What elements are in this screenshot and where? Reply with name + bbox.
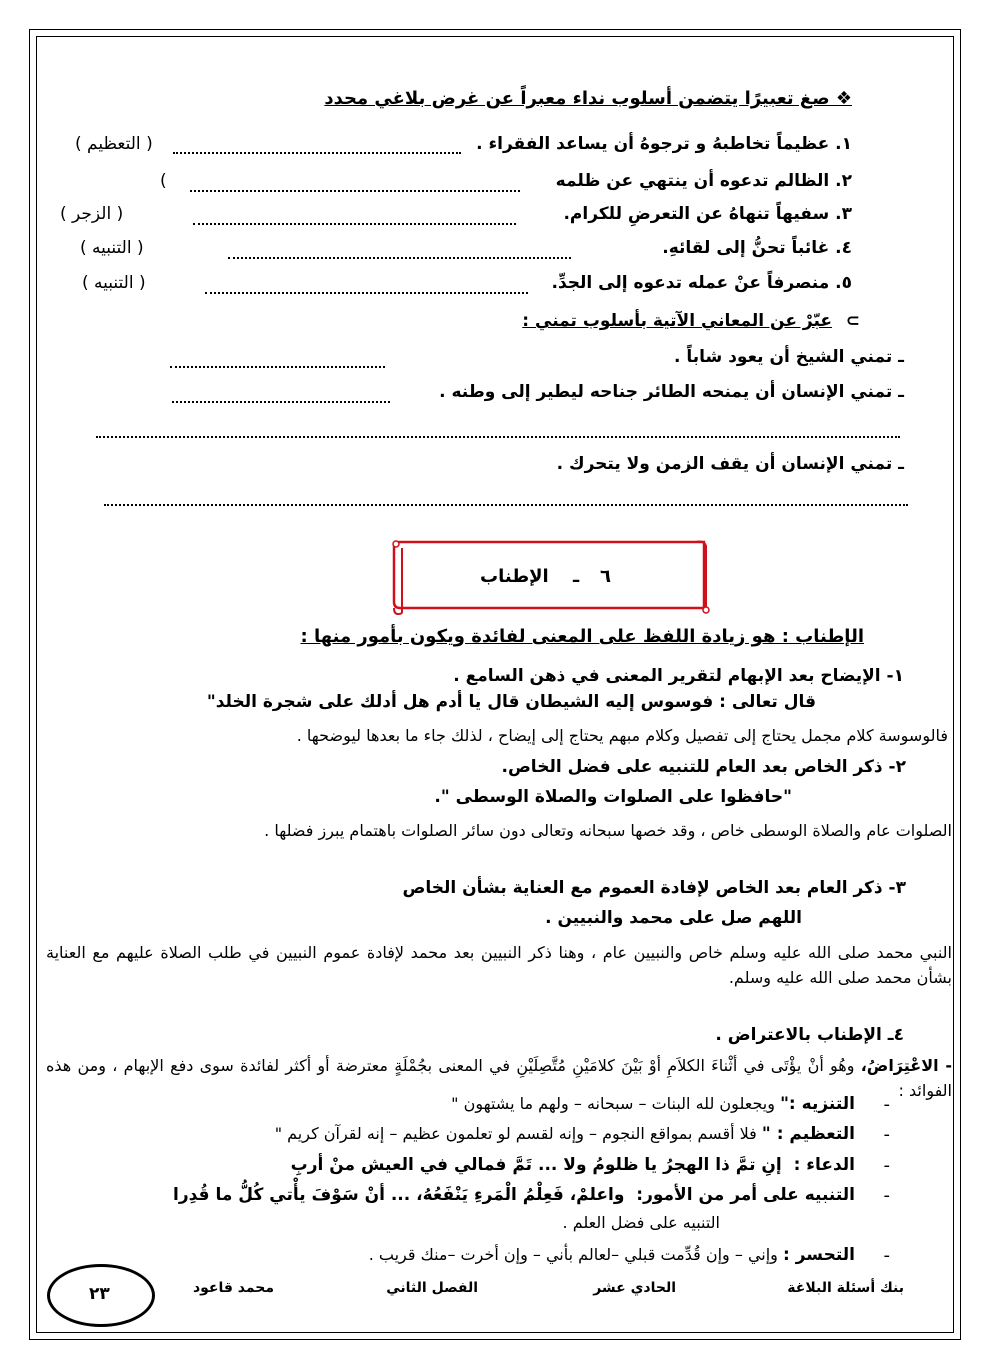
vocative-answer-5: ( التنبيه ) <box>82 273 146 293</box>
benefit-text: وإني – وإن قُدِّمت قبلي –لعالم بأني – وإن أخرت –منك قريب . <box>368 1245 778 1264</box>
point-1-quote: قال تعالى : فوسوس إليه الشيطان قال يا أدم هل أدلك على شجرة الخلد" <box>206 692 816 712</box>
banner-separator: ـ <box>573 566 580 587</box>
benefit-taazim <box>275 1124 855 1144</box>
vocative-answer-4: ( التنبيه ) <box>80 238 144 258</box>
scroll-banner-icon <box>388 538 710 616</box>
answer-line <box>172 401 390 403</box>
wish-item-2: ـ تمني الإنسان أن يمنحه الطائر جناحه ليطير إلى وطنه . <box>439 382 904 402</box>
list-dash: - <box>883 1185 890 1206</box>
itnab-definition: الإطناب : هو زيادة اللفظ على المعنى لفائدة ويكون بأمور منها : <box>300 626 864 647</box>
vocative-item-3: ٣. سفيهاً تنهاهُ عن التعرضِ للكرام. <box>563 204 852 224</box>
list-dash: - <box>883 1124 890 1145</box>
answer-line <box>228 257 571 259</box>
point-3-explanation: النبي محمد صلى الله عليه وسلم خاص والنبيين عام ، وهنا ذكر النبيين بعد محمد لإفادة عموم النبيين في طلب الصلاة عليهم مع العناية بشأن محمد صلى الله عليه وسلم. <box>46 943 952 987</box>
benefit-tanbih <box>173 1185 855 1205</box>
benefit-text: ويجعلون لله البنات – سبحانه – ولهم ما يشتهون " <box>451 1094 775 1113</box>
footer-grade: الحادي عشر <box>593 1280 676 1296</box>
footer-bank: بنك أسئلة البلاغة <box>787 1280 904 1296</box>
point-1-title: ١- الإيضاح بعد الإبهام لتقرير المعنى في ذهن السامع . <box>453 666 904 686</box>
wish-item-1: ـ تمني الشيخ أن يعود شاباً . <box>674 347 904 367</box>
benefit-tanbih-note: التنبيه على فضل العلم . <box>562 1213 720 1232</box>
vocative-answer-2: ( <box>160 171 167 191</box>
vocative-item-4: ٤. غائباً تحنُّ إلى لقائهِ. <box>662 238 852 258</box>
benefit-label: الدعاء : <box>793 1155 855 1175</box>
benefit-tanzih <box>451 1094 855 1114</box>
page-number: ٢٣ <box>89 1284 110 1304</box>
answer-line <box>205 292 528 294</box>
wish-heading: عبّرْ عن المعاني الآتية بأسلوب تمني : <box>522 311 832 331</box>
benefit-tahassur <box>369 1245 855 1265</box>
answer-line <box>96 436 900 438</box>
benefit-label: التنزيه :" <box>780 1094 855 1114</box>
benefit-text: واعلمْ، فَعِلْمُ الْمَرءِ يَنْفَعُهُ، ... أنْ سَوْفَ يأْتي كُلُّ ما قُدِرا <box>173 1185 625 1205</box>
vocative-item-2: ٢. الظالم تدعوه أن ينتهي عن ظلمه <box>555 171 852 191</box>
point-4-title: ٤ـ الإطناب بالاعتراض . <box>715 1025 904 1045</box>
list-dash: - <box>883 1094 890 1115</box>
benefit-label: التنبيه على أمر من الأمور: <box>636 1185 855 1205</box>
answer-line <box>190 190 520 192</box>
list-dash: - <box>883 1245 890 1266</box>
point-3-title: ٣- ذكر العام بعد الخاص لإفادة العموم مع العناية بشأن الخاص <box>402 878 906 898</box>
benefit-dua <box>291 1155 855 1175</box>
point-4-def-term: - الاعْتِرَاضُ، <box>860 1056 953 1075</box>
answer-line <box>173 152 461 154</box>
vocative-answer-3: ( الزجر ) <box>60 204 124 224</box>
wish-item-3: ـ تمني الإنسان أن يقف الزمن ولا يتحرك . <box>556 454 904 474</box>
wish-bullet-icon: ⊂ <box>845 311 860 331</box>
banner-title: الإطناب <box>480 566 549 587</box>
benefit-text: فلا أقسم بمواقع النجوم – وإنه لقسم لو تعلمون عظيم – إنه لقرآن كريم " <box>274 1124 757 1143</box>
banner-number: ٦ <box>600 566 611 587</box>
point-3-quote: اللهم صل على محمد والنبيين . <box>545 908 802 928</box>
point-1-explanation: فالوسوسة كلام مجمل يحتاج إلى تفصيل وكلام مبهم يحتاج إلى إيضاح ، لذلك جاء ما بعدها ليوضحها . <box>296 726 948 745</box>
list-dash: - <box>883 1155 890 1176</box>
answer-line <box>193 223 516 225</box>
vocative-item-1: ١. عظيماً تخاطبهُ و ترجوهُ أن يساعد الفقراء . <box>476 134 852 154</box>
footer-term: الفصل الثاني <box>386 1280 478 1296</box>
point-2-title: ٢- ذكر الخاص بعد العام للتنبيه على فضل الخاص. <box>501 757 906 777</box>
point-4-def-text: وهُو أنْ يؤْتَى في أثْناءَ الكلاَمِ أوْ بَيْنَ كلامَيْنِ مُتَّصِلَيْنِ في المعنى بجُمْلَةٍ معترضة أو أكثر لفائدة سوى دفع الإبهام ، ومن هذه الفوائد : <box>46 1056 952 1100</box>
vocative-answer-1: ( التعظيم ) <box>75 134 153 154</box>
footer-author: محمد قاعود <box>192 1280 274 1296</box>
section-banner <box>388 538 710 616</box>
benefit-text: إنِ تمَّ ذا الهجرُ يا ظلومُ ولا ... تَمَّ فمالي في العيش منْ أربِ <box>290 1155 782 1175</box>
answer-line <box>170 366 385 368</box>
vocative-item-5: ٥. منصرفاً عنْ عمله تدعوه إلى الجدِّ. <box>551 273 852 293</box>
benefit-label: التعظيم : " <box>761 1124 855 1144</box>
benefit-label: التحسر : <box>783 1245 855 1265</box>
point-2-explanation: الصلوات عام والصلاة الوسطى خاص ، وقد خصها سبحانه وتعالى دون سائر الصلوات باهتمام يبرز فضلها . <box>264 821 952 840</box>
answer-line <box>104 504 908 506</box>
point-2-quote: "حافظوا على الصلوات والصلاة الوسطى ". <box>434 787 792 807</box>
vocative-heading: ❖ صغ تعبيرًا يتضمن أسلوب نداء معبراً عن غرض بلاغي محدد <box>324 88 852 109</box>
